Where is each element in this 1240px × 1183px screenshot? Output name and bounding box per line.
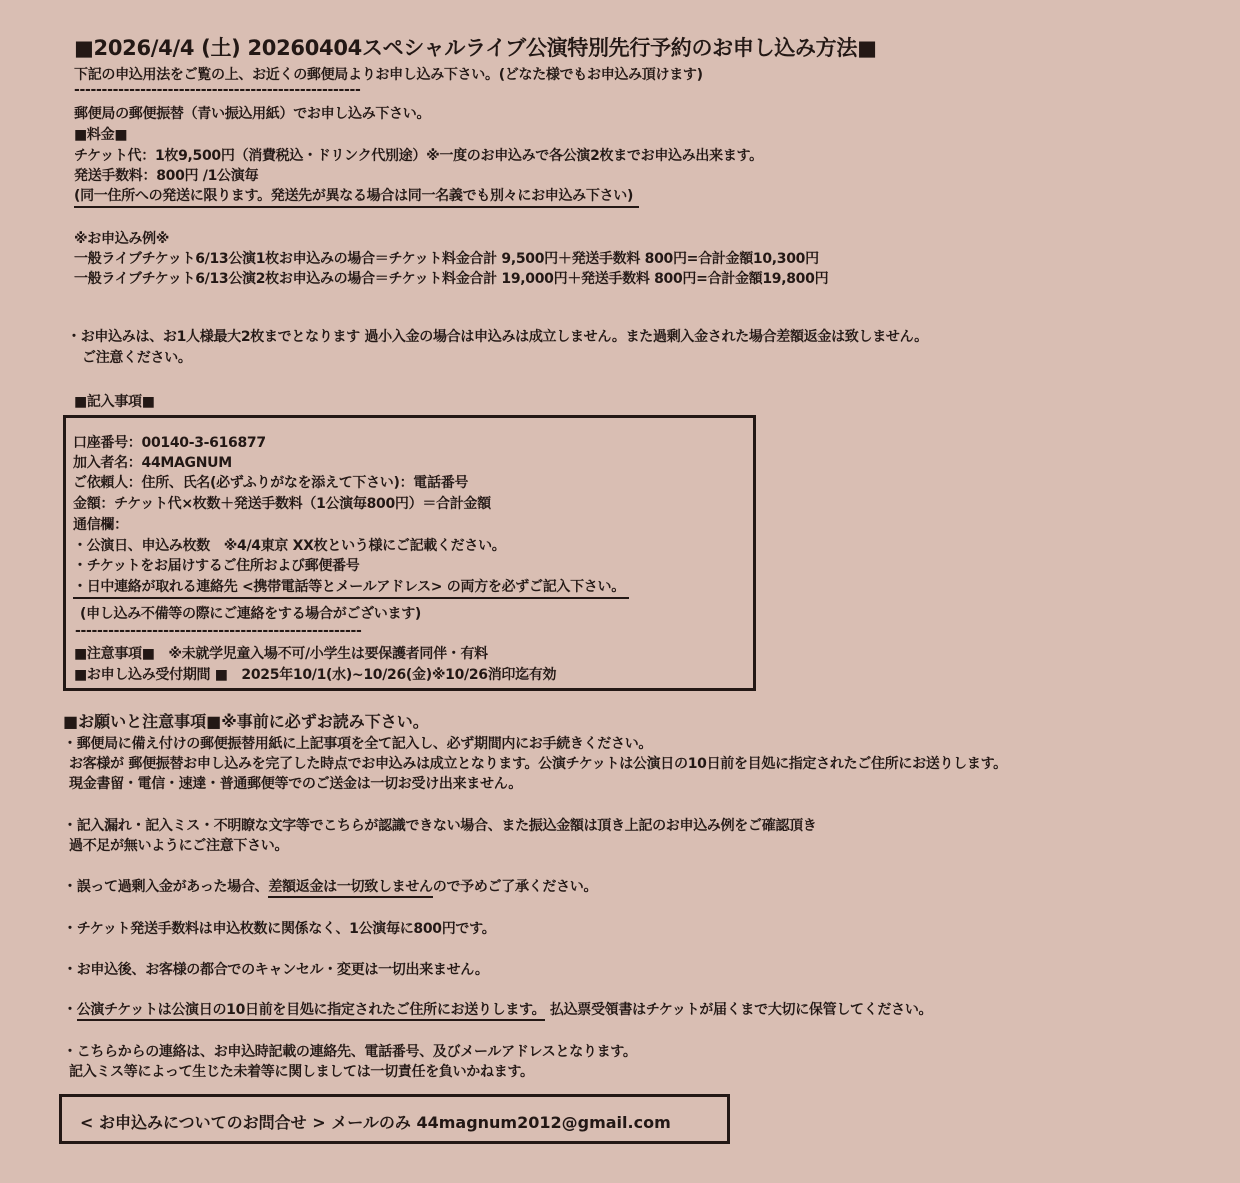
note-1: ・郵便局に備え付けの郵便振替用紙に上記事項を全て記入し、必ず期間内にお手続きください。 xyxy=(63,736,653,752)
note-3-pre: ・誤って過剰入金があった場合、 xyxy=(63,879,269,895)
note-3 xyxy=(63,876,597,896)
note-7b: 記入ミス等によって生じた未着等に関しましては一切責任を負いかねます。 xyxy=(69,1064,534,1080)
note-6-pre: ・ xyxy=(63,1002,77,1018)
example-line-1: 一般ライブチケット6/13公演1枚お申込みの場合＝チケット料金合計 9,500円＋発送手数料 800円=合計金額10,300円 xyxy=(74,251,819,267)
note-2: ・記入漏れ・記入ミス・不明瞭な文字等でこちらが認識できない場合、また振込金額は頂き上記のお申込み例をご確認頂き xyxy=(63,818,817,834)
note-5: ・お申込後、お客様の都合でのキャンセル・変更は一切出来ません。 xyxy=(63,962,489,978)
note-3-underline: 差額返金は一切致しません xyxy=(268,879,432,898)
intro-text: 下記の申込用法をご覧の上、お近くの郵便局よりお申し込み下さい。(どなた様でもお申込み頂けます) xyxy=(74,67,703,83)
note-6 xyxy=(63,999,932,1019)
note-2b: 過不足が無いようにご注意下さい。 xyxy=(69,838,289,854)
entry-item-3: ・日中連絡が取れる連絡先 <携帯電話等とメールアドレス> の両方を必ずご記入下さい。 xyxy=(73,576,629,599)
entry-item-2: ・チケットをお届けするご住所および郵便番号 xyxy=(73,558,360,574)
entry-amount: 金額：チケット代×枚数＋発送手数料（1公演毎800円）＝合計金額 xyxy=(73,496,491,512)
entry-requester: ご依頼人：住所、氏名(必ずふりがなを添えて下さい)：電話番号 xyxy=(73,475,469,491)
entry-heading: ■記入事項■ xyxy=(74,394,155,410)
note-6-post: 払込票受領書はチケットが届くまで大切に保管してください。 xyxy=(545,1002,933,1018)
fee-heading: ■料金■ xyxy=(74,127,128,143)
entry-divider: ---------------------------------------------------- xyxy=(75,623,362,639)
example-heading: ※お申込み例※ xyxy=(74,231,170,247)
example-line-2: 一般ライブチケット6/13公演2枚お申込みの場合＝チケット料金合計 19,000円＋発送手数料 800円=合計金額19,800円 xyxy=(74,271,829,287)
fee-note: (同一住所への発送に限ります。発送先が異なる場合は同一名義でも別々にお申込み下さい) xyxy=(74,185,639,208)
note-6-underline: 公演チケットは公演日の10日前を目処に指定されたご住所にお送りします。 xyxy=(77,1002,546,1021)
note-3-post: ので予めご了承ください。 xyxy=(432,879,598,895)
note-1c: 現金書留・電信・速達・普通郵便等でのご送金は一切お受け出来ません。 xyxy=(69,776,522,792)
entry-memo: 通信欄： xyxy=(73,517,128,533)
contact-text: < お申込みについてのお問合せ > メールのみ 44magnum2012@gmail.com xyxy=(80,1113,671,1132)
limit-line-1: ・お申込みは、お1人様最大2枚までとなります 過小入金の場合は申込みは成立しません。また過剰入金された場合差額返金は致しません。 xyxy=(67,329,928,345)
fee-ticket: チケット代：1枚9,500円（消費税込・ドリンク代別途）※一度のお申込みで各公演2枚までお申込み出来ます。 xyxy=(74,148,763,164)
entry-caution: ■注意事項■ ※未就学児童入場不可/小学生は要保護者同伴・有料 xyxy=(74,646,488,662)
entry-item-3-note: (申し込み不備等の際にご連絡をする場合がございます) xyxy=(80,606,421,622)
entry-holder: 加入者名：44MAGNUM xyxy=(73,455,232,471)
entry-period: ■お申し込み受付期間 ■ 2025年10/1(水)~10/26(金)※10/26消印迄有効 xyxy=(74,667,557,683)
page-title: ■2026/4/4 (土) 20260404スペシャルライブ公演特別先行予約のお申し込み方法■ xyxy=(74,36,877,60)
note-7: ・こちらからの連絡は、お申込時記載の連絡先、電話番号、及びメールアドレスとなります。 xyxy=(63,1044,637,1060)
note-1b: お客様が 郵便振替お申し込みを完了した時点でお申込みは成立となります。公演チケットは公演日の10日前を目処に指定されたご住所にお送りします。 xyxy=(69,756,1007,772)
divider: ---------------------------------------------------- xyxy=(74,82,361,98)
entry-account: 口座番号：00140-3-616877 xyxy=(73,435,266,451)
fee-shipping: 発送手数料：800円 /1公演毎 xyxy=(74,168,259,184)
note-4: ・チケット発送手数料は申込枚数に関係なく、1公演毎に800円です。 xyxy=(63,921,496,937)
limit-line-2: ご注意ください。 xyxy=(82,350,192,366)
method-text: 郵便局の郵便振替（青い振込用紙）でお申し込み下さい。 xyxy=(74,106,431,122)
entry-item-1: ・公演日、申込み枚数 ※4/4東京 XX枚という様にご記載ください。 xyxy=(73,538,506,554)
notes-heading: ■お願いと注意事項■※事前に必ずお読み下さい。 xyxy=(63,712,429,731)
